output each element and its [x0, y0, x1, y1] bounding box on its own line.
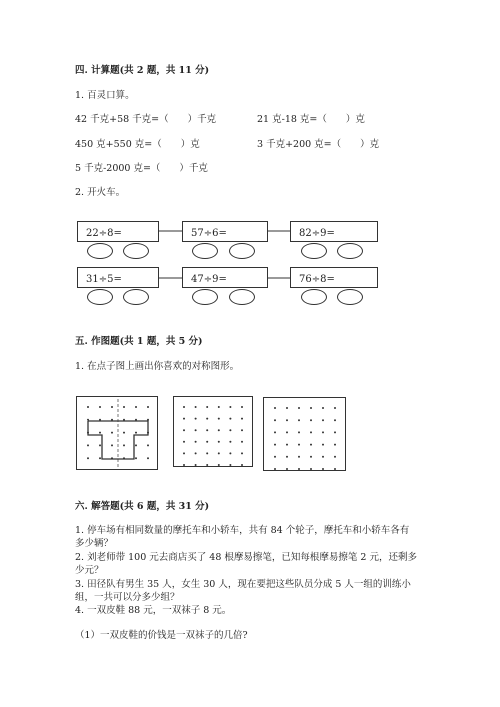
grid-dot	[334, 468, 336, 470]
calc-item-1: 42 千克+58 千克=（ ）千克	[75, 114, 217, 125]
grid-dot	[111, 444, 113, 446]
calc-item-3: 450 克+550 克=（ ）克	[75, 139, 200, 150]
grid-dot	[123, 406, 125, 408]
grid-dot	[310, 456, 312, 458]
train-car	[182, 267, 268, 288]
answer-wheel[interactable]	[87, 289, 113, 305]
grid-dot	[206, 464, 208, 466]
grid-dot	[99, 444, 101, 446]
dot-grid-svg	[174, 397, 252, 466]
grid-dot	[206, 406, 208, 408]
grid-dot	[241, 464, 243, 466]
grid-dot	[310, 431, 312, 433]
grid-dot	[99, 457, 101, 459]
train-expression: 57÷6=	[191, 228, 227, 239]
grid-dot	[183, 418, 185, 420]
grid-dot	[123, 444, 125, 446]
grid-dot	[206, 452, 208, 454]
question-6-1-line2: 多少辆？	[75, 538, 114, 549]
grid-dot	[111, 457, 113, 459]
grid-dot	[195, 429, 197, 431]
grid-dot	[206, 441, 208, 443]
answer-wheel[interactable]	[87, 243, 113, 259]
grid-dot	[334, 456, 336, 458]
section-6-title: 六. 解答题(共 6 题，共 31 分)	[75, 501, 210, 512]
grid-dot	[286, 456, 288, 458]
grid-dot	[135, 432, 137, 434]
grid-dot	[111, 406, 113, 408]
grid-dot	[334, 419, 336, 421]
grid-dot	[147, 419, 149, 421]
grid-dot	[274, 419, 276, 421]
train-expression: 31÷5=	[86, 274, 122, 285]
answer-wheel[interactable]	[337, 243, 363, 259]
grid-dot	[310, 419, 312, 421]
grid-dot	[241, 452, 243, 454]
grid-dot	[206, 418, 208, 420]
grid-dot	[123, 432, 125, 434]
answer-wheel[interactable]	[123, 289, 149, 305]
grid-dot	[286, 419, 288, 421]
question-6-1-line1: 1. 停车场有相同数量的摩托车和小轿车，共有 84 个轮子，摩托车和小轿车各有	[75, 525, 410, 536]
grid-dot	[229, 464, 231, 466]
grid-dot	[111, 419, 113, 421]
grid-dot	[298, 431, 300, 433]
grid-dot	[135, 457, 137, 459]
grid-dot	[218, 429, 220, 431]
answer-wheel[interactable]	[337, 289, 363, 305]
question-4-2: 2. 开火车。	[75, 187, 126, 198]
grid-dot	[183, 452, 185, 454]
grid-dot	[286, 407, 288, 409]
answer-wheel[interactable]	[301, 289, 327, 305]
grid-dot	[334, 407, 336, 409]
grid-dot	[241, 418, 243, 420]
grid-dot	[218, 441, 220, 443]
grid-dot	[183, 441, 185, 443]
grid-dot	[195, 418, 197, 420]
grid-dot	[218, 464, 220, 466]
grid-dot	[135, 444, 137, 446]
train-expression: 47÷9=	[191, 274, 227, 285]
dot-grid-svg	[77, 397, 157, 469]
grid-dot	[87, 444, 89, 446]
grid-dot	[334, 444, 336, 446]
grid-dot	[298, 444, 300, 446]
grid-dot	[183, 429, 185, 431]
grid-dot	[310, 468, 312, 470]
grid-dot	[99, 406, 101, 408]
question-5-1: 1. 在点子图上画出你喜欢的对称图形。	[75, 361, 240, 372]
grid-dot	[286, 468, 288, 470]
grid-dot	[135, 406, 137, 408]
grid-dot	[229, 441, 231, 443]
grid-dot	[147, 432, 149, 434]
dot-grid-blank-1[interactable]	[173, 396, 253, 467]
grid-dot	[135, 419, 137, 421]
grid-dot	[111, 432, 113, 434]
grid-dot	[274, 456, 276, 458]
grid-dot	[322, 456, 324, 458]
calc-item-4: 3 千克+200 克=（ ）克	[257, 139, 380, 150]
grid-dot	[87, 432, 89, 434]
answer-wheel[interactable]	[301, 243, 327, 259]
grid-dot	[206, 429, 208, 431]
answer-wheel[interactable]	[192, 289, 218, 305]
dot-grid-example	[76, 396, 158, 470]
grid-dot	[218, 452, 220, 454]
train-expression: 82÷9=	[299, 228, 335, 239]
question-4-1: 1. 百灵口算。	[75, 90, 135, 101]
grid-dot	[241, 429, 243, 431]
grid-dot	[229, 452, 231, 454]
grid-dot	[195, 452, 197, 454]
calc-item-5: 5 千克-2000 克=（ ）千克	[75, 163, 208, 174]
grid-dot	[218, 406, 220, 408]
grid-dot	[241, 406, 243, 408]
grid-dot	[147, 457, 149, 459]
grid-dot	[183, 406, 185, 408]
grid-dot	[286, 444, 288, 446]
grid-dot	[87, 406, 89, 408]
grid-dot	[229, 406, 231, 408]
grid-dot	[147, 406, 149, 408]
dot-grid-svg	[264, 398, 345, 470]
grid-dot	[298, 407, 300, 409]
grid-dot	[310, 407, 312, 409]
grid-dot	[123, 419, 125, 421]
question-6-4-sub1: （1）一双皮鞋的价钱是一双袜子的几倍?	[75, 630, 248, 641]
grid-dot	[99, 419, 101, 421]
grid-dot	[310, 444, 312, 446]
answer-wheel[interactable]	[229, 289, 255, 305]
grid-dot	[298, 419, 300, 421]
grid-dot	[147, 444, 149, 446]
train-car	[182, 221, 268, 242]
grid-dot	[218, 418, 220, 420]
answer-wheel[interactable]	[192, 243, 218, 259]
grid-dot	[274, 468, 276, 470]
question-6-3-line2: 组，一共可以分多少组？	[75, 592, 180, 603]
calc-item-2: 21 克-18 克=（ ）克	[257, 114, 365, 125]
grid-dot	[298, 456, 300, 458]
grid-dot	[195, 441, 197, 443]
grid-dot	[229, 418, 231, 420]
answer-wheel[interactable]	[229, 243, 255, 259]
grid-dot	[322, 419, 324, 421]
train-car	[290, 267, 378, 288]
grid-dot	[322, 431, 324, 433]
train-car	[77, 221, 159, 242]
grid-dot	[322, 407, 324, 409]
grid-dot	[286, 431, 288, 433]
section-5-title: 五. 作图题(共 1 题，共 5 分)	[75, 336, 203, 347]
question-6-3-line1: 3. 田径队有男生 35 人，女生 30 人，现在要把这些队员分成 5 人一组的训练小	[75, 579, 411, 590]
grid-dot	[195, 464, 197, 466]
grid-dot	[322, 468, 324, 470]
grid-dot	[195, 406, 197, 408]
dot-grid-blank-2[interactable]	[263, 397, 346, 471]
train-expression: 22÷8=	[86, 228, 122, 239]
train-car	[77, 267, 159, 288]
grid-dot	[274, 431, 276, 433]
grid-dot	[274, 444, 276, 446]
train-car	[290, 221, 378, 242]
train-expression: 76÷8=	[299, 274, 335, 285]
grid-dot	[322, 444, 324, 446]
grid-dot	[274, 407, 276, 409]
grid-dot	[298, 468, 300, 470]
grid-dot	[87, 457, 89, 459]
grid-dot	[334, 431, 336, 433]
grid-dot	[183, 464, 185, 466]
question-6-2-line1: 2. 刘老师带 100 元去商店买了 48 根摩易擦笔，已知每根摩易擦笔 2 元，还剩多	[75, 552, 417, 563]
grid-dot	[87, 419, 89, 421]
grid-dot	[123, 457, 125, 459]
grid-dot	[99, 432, 101, 434]
section-4-title: 四. 计算题(共 2 题，共 11 分)	[75, 65, 210, 76]
question-6-4: 4. 一双皮鞋 88 元，一双袜子 8 元。	[75, 605, 232, 616]
answer-wheel[interactable]	[123, 243, 149, 259]
grid-dot	[241, 441, 243, 443]
grid-dot	[229, 429, 231, 431]
question-6-2-line2: 少元？	[75, 565, 104, 576]
